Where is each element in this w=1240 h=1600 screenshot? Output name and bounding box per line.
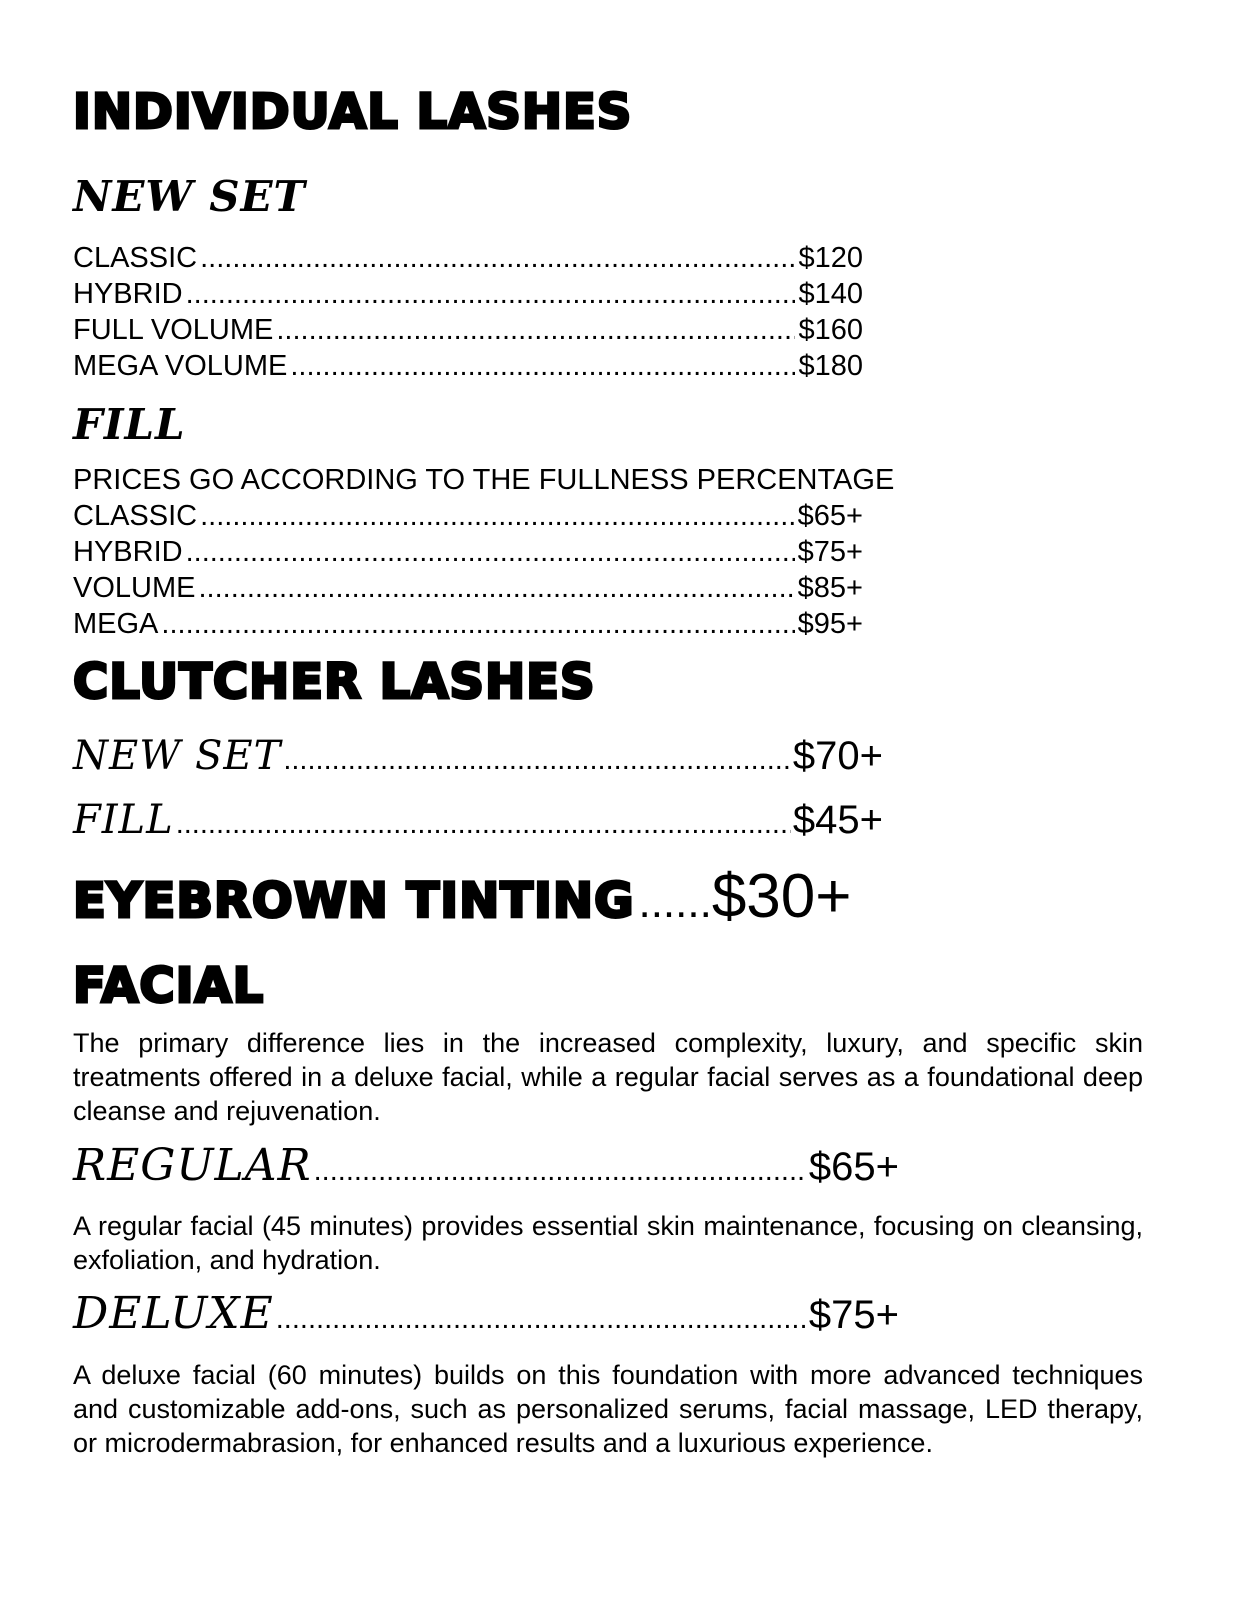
item-price: $120 <box>798 242 863 274</box>
new-set-heading: NEW SET <box>73 172 306 221</box>
dot-leader <box>283 744 791 777</box>
dot-leader <box>186 276 796 312</box>
dot-leader <box>161 606 794 642</box>
regular-facial-row <box>73 1140 899 1191</box>
list-item <box>73 312 863 348</box>
item-label: CLASSIC <box>73 242 198 274</box>
facial-title: FACIAL <box>73 958 265 1014</box>
item-label: CLASSIC <box>73 500 198 532</box>
item-price: $75+ <box>797 536 863 568</box>
deluxe-facial-row <box>73 1288 899 1339</box>
list-item <box>73 240 863 276</box>
dot-leader <box>200 240 795 276</box>
list-item <box>73 534 863 570</box>
regular-facial-label: REGULAR <box>73 1140 312 1191</box>
item-label: VOLUME <box>73 572 196 604</box>
item-price: $160 <box>798 314 863 346</box>
deluxe-facial-label: DELUXE <box>73 1288 274 1339</box>
dot-leader: ...... <box>638 878 712 927</box>
clutcher-fill-price: $45+ <box>792 798 883 842</box>
dot-leader <box>290 348 795 384</box>
clutcher-lashes-title: CLUTCHER LASHES <box>73 654 596 710</box>
list-item <box>73 570 863 606</box>
item-label: MEGA <box>73 608 159 640</box>
dot-leader <box>186 534 795 570</box>
dot-leader <box>176 808 791 841</box>
deluxe-facial-price: $75+ <box>808 1293 899 1337</box>
individual-lashes-title: INDIVIDUAL LASHES <box>73 84 633 140</box>
eyebrow-tinting-row <box>73 862 852 931</box>
list-item <box>73 276 863 312</box>
deluxe-facial-description: A deluxe facial (60 minutes) builds on this foundation with more advanced techniques and customizable add-ons, such as personalized serums, facial massage, LED therapy, or microdermabrasion, for enhanced results and a luxurious experience. <box>73 1360 1143 1458</box>
item-price: $65+ <box>797 500 863 532</box>
regular-facial-description: A regular facial (45 minutes) provides essential skin maintenance, focusing on cleansing, exfoliation, and hydration. <box>73 1211 1143 1275</box>
dot-leader <box>198 570 794 606</box>
dot-leader <box>314 1155 807 1188</box>
item-price: $140 <box>798 278 863 310</box>
clutcher-new-set-label: NEW SET <box>73 733 282 779</box>
dot-leader <box>276 312 795 348</box>
item-price: $85+ <box>797 572 863 604</box>
new-set-price-list <box>73 240 1167 384</box>
eyebrow-tinting-title: EYEBROWN TINTING <box>73 873 635 929</box>
clutcher-new-set-price: $70+ <box>792 734 883 778</box>
dot-leader <box>276 1303 807 1336</box>
clutcher-fill-row <box>73 798 883 843</box>
facial-intro: The primary difference lies in the increased complexity, luxury, and specific skin treatments offered in a deluxe facial, while a regular facial serves as a foundational deep cleanse and rejuvenation. <box>73 1028 1143 1126</box>
regular-facial-price: $65+ <box>808 1145 899 1189</box>
price-menu-page <box>73 0 1167 1600</box>
dot-leader <box>200 498 795 534</box>
item-label: HYBRID <box>73 536 183 568</box>
item-price: $180 <box>798 350 863 382</box>
fill-price-list <box>73 462 1167 642</box>
item-label: FULL VOLUME <box>73 314 274 346</box>
list-item <box>73 606 863 642</box>
clutcher-new-set-row <box>73 734 883 779</box>
item-label: HYBRID <box>73 278 183 310</box>
list-item <box>73 348 863 384</box>
eyebrow-tinting-price: $30+ <box>711 862 852 931</box>
fill-note: PRICES GO ACCORDING TO THE FULLNESS PERCENTAGE <box>73 464 895 496</box>
fill-heading: FILL <box>73 400 186 449</box>
list-item <box>73 498 863 534</box>
clutcher-fill-label: FILL <box>73 797 174 843</box>
item-price: $95+ <box>797 608 863 640</box>
item-label: MEGA VOLUME <box>73 350 288 382</box>
